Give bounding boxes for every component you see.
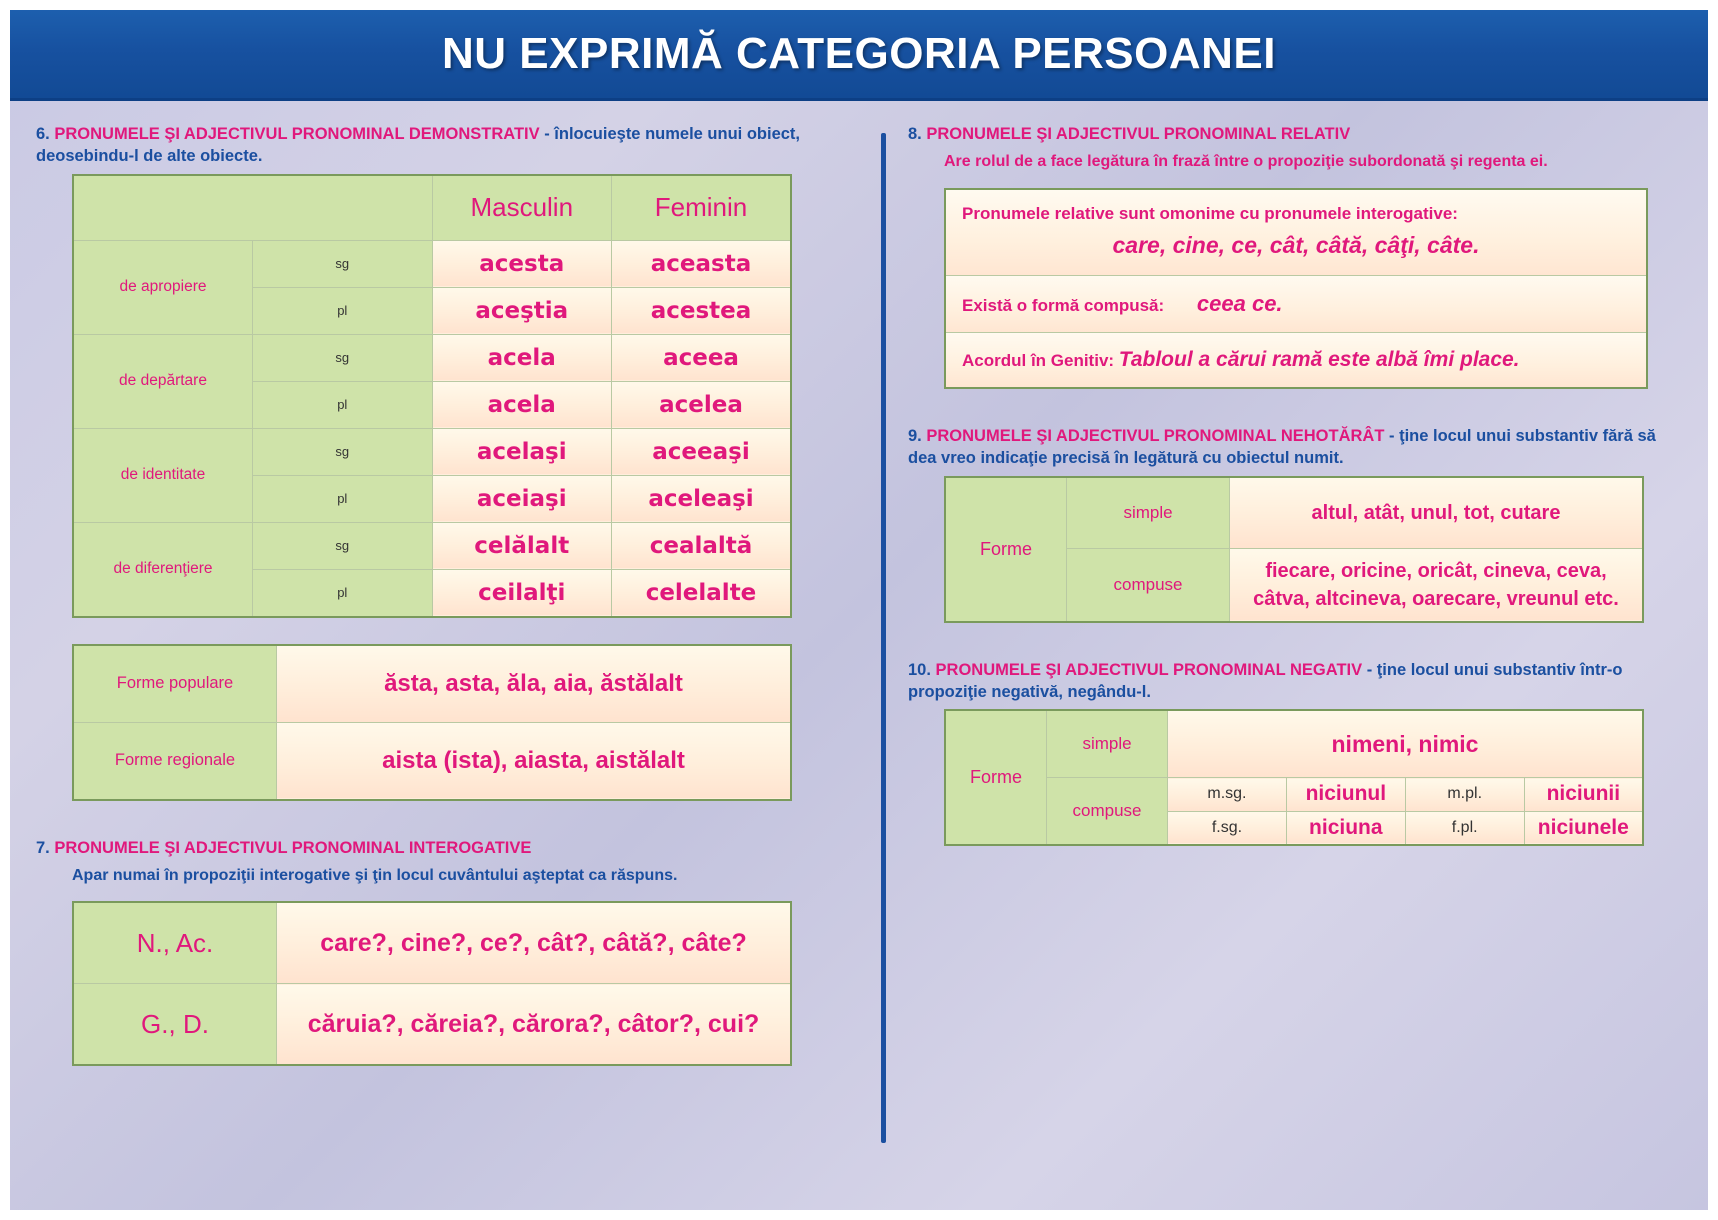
cell-m-pl: acela — [432, 381, 612, 428]
label-genitiv-dativ: G., D. — [73, 984, 277, 1066]
cell-f-pl: celelalte — [612, 569, 792, 617]
column-divider — [881, 133, 886, 1143]
number-pl: pl — [253, 475, 433, 522]
section-7-desc: Apar numai în propoziţii interogative şi ţin locul cuvântului aşteptat ca răspuns. — [72, 866, 678, 884]
section-10-number: 10. — [908, 660, 931, 679]
value-niciunul: niciunul — [1286, 778, 1405, 811]
relative-compusa-value: ceea ce. — [1196, 290, 1283, 316]
relative-genitiv-text: Acordul în Genitiv: — [962, 350, 1115, 370]
number-pl: pl — [253, 569, 433, 617]
section-8-title: PRONUMELE ŞI ADJECTIVUL PRONOMINAL RELATIV — [926, 125, 1351, 143]
interogative-table — [72, 901, 792, 1066]
section-9-desc: - ţine locul unui substantiv fără să dea vreo indicaţie precisă în legătură cu obiectul numit. — [908, 426, 1656, 468]
relative-pronouns-box — [944, 188, 1648, 389]
section-8-desc: Are rolul de a face legătura în frază între o propoziţie subordonată şi regenta ei. — [944, 153, 1548, 171]
label-forme-regionale: Forme regionale — [73, 722, 277, 800]
table-row — [73, 984, 791, 1066]
value-forme-populare: ăsta, asta, ăla, aia, ăstălalt — [277, 645, 792, 723]
section-8-number: 8. — [908, 125, 922, 143]
abbr-m-pl: m.pl. — [1405, 778, 1524, 811]
cell-m-sg: celălalt — [432, 522, 612, 569]
section-9-number: 9. — [908, 426, 922, 445]
value-forme-regionale: aista (ista), aiasta, aistălalt — [277, 722, 792, 800]
section-8-heading — [908, 123, 1682, 145]
label-forme-nehotarat: Forme — [945, 477, 1067, 622]
table-row — [73, 902, 791, 984]
table-row — [73, 722, 791, 800]
relative-row-genitiv — [946, 333, 1646, 387]
value-niciuna: niciuna — [1286, 811, 1405, 845]
cell-f-sg: aceasta — [612, 240, 792, 287]
table-row — [73, 645, 791, 723]
cell-f-pl: aceleaşi — [612, 475, 792, 522]
cell-f-sg: cealaltă — [612, 522, 792, 569]
table-row — [73, 522, 791, 569]
corner-cell — [73, 175, 432, 241]
poster-header — [10, 10, 1708, 101]
cell-m-pl: aceiaşi — [432, 475, 612, 522]
relative-row-omonime — [946, 190, 1646, 276]
table-row — [73, 428, 791, 475]
value-genitiv-dativ: căruia?, căreia?, cărora?, câtor?, cui? — [277, 984, 792, 1066]
forme-populare-table — [72, 644, 792, 801]
section-7-heading — [36, 837, 859, 859]
cell-m-pl: ceilalţi — [432, 569, 612, 617]
table-row — [945, 710, 1643, 778]
abbr-f-pl: f.pl. — [1405, 811, 1524, 845]
table-row — [73, 334, 791, 381]
negativ-table — [944, 709, 1644, 846]
table-row — [945, 778, 1643, 811]
label-simple-negativ: simple — [1047, 710, 1168, 778]
value-niciunele: niciunele — [1524, 811, 1643, 845]
cell-f-sg: aceeaşi — [612, 428, 792, 475]
cell-f-sg: aceea — [612, 334, 792, 381]
column-header-feminin: Feminin — [612, 175, 792, 241]
relative-genitiv-example: Tabloul a cărui ramă este albă îmi place. — [1118, 347, 1520, 371]
label-nominativ-acuzativ: N., Ac. — [73, 902, 277, 984]
cell-m-sg: acela — [432, 334, 612, 381]
number-sg: sg — [253, 240, 433, 287]
value-niciunii: niciunii — [1524, 778, 1643, 811]
poster-content — [10, 101, 1708, 1213]
abbr-m-sg: m.sg. — [1168, 778, 1287, 811]
table-header-row — [73, 175, 791, 241]
label-compuse-negativ: compuse — [1047, 778, 1168, 846]
value-simple-nehotarat: altul, atât, unul, tot, cutare — [1230, 477, 1644, 549]
relative-omonime-text: Pronumele relative sunt omonime cu pronumele interogative: — [962, 203, 1458, 223]
section-6-heading — [36, 123, 859, 168]
cell-f-pl: acestea — [612, 287, 792, 334]
row-label-diferentiere: de diferenţiere — [73, 522, 253, 617]
number-sg: sg — [253, 334, 433, 381]
label-compuse-nehotarat: compuse — [1067, 548, 1230, 622]
cell-m-sg: acesta — [432, 240, 612, 287]
section-9-heading — [908, 425, 1682, 470]
relative-compusa-text: Există o formă compusă: — [962, 295, 1165, 315]
number-sg: sg — [253, 522, 433, 569]
relative-omonime-list: care, cine, ce, cât, câtă, câţi, câte. — [1112, 232, 1480, 259]
section-6-number: 6. — [36, 125, 50, 143]
cell-m-sg: acelaşi — [432, 428, 612, 475]
value-compuse-nehotarat: fiecare, oricine, oricât, cineva, ceva, câtva, altcineva, oarecare, vreunul etc. — [1230, 548, 1644, 622]
nehotarat-table — [944, 476, 1644, 623]
section-10-heading — [908, 659, 1682, 704]
number-pl: pl — [253, 381, 433, 428]
section-6-title: PRONUMELE ŞI ADJECTIVUL PRONOMINAL DEMONSTRATIV — [54, 125, 540, 143]
right-column — [902, 123, 1682, 1203]
column-header-masculin: Masculin — [432, 175, 612, 241]
row-label-identitate: de identitate — [73, 428, 253, 522]
abbr-f-sg: f.sg. — [1168, 811, 1287, 845]
label-simple-nehotarat: simple — [1067, 477, 1230, 549]
table-row — [73, 240, 791, 287]
section-7-number: 7. — [36, 838, 50, 857]
section-7-title: PRONUMELE ŞI ADJECTIVUL PRONOMINAL INTEROGATIVE — [54, 838, 532, 857]
cell-m-pl: aceştia — [432, 287, 612, 334]
label-forme-populare: Forme populare — [73, 645, 277, 723]
value-simple-negativ: nimeni, nimic — [1168, 710, 1644, 778]
section-9-title: PRONUMELE ŞI ADJECTIVUL PRONOMINAL NEHOTĂRÂT — [926, 426, 1385, 445]
number-pl: pl — [253, 287, 433, 334]
section-10-title: PRONUMELE ŞI ADJECTIVUL PRONOMINAL NEGATIV — [935, 660, 1363, 679]
table-row — [945, 477, 1643, 549]
cell-f-pl: acelea — [612, 381, 792, 428]
demonstrative-table — [72, 174, 792, 618]
row-label-departare: de depărtare — [73, 334, 253, 428]
value-nominativ-acuzativ: care?, cine?, ce?, cât?, câtă?, câte? — [277, 902, 792, 984]
number-sg: sg — [253, 428, 433, 475]
row-label-apropiere: de apropiere — [73, 240, 253, 334]
section-10-desc: - ţine locul unui substantiv într-o propoziţie negativă, negându-l. — [908, 660, 1623, 701]
page-title: NU EXPRIMĂ CATEGORIA PERSOANEI — [442, 29, 1276, 78]
relative-row-compusa — [946, 276, 1646, 333]
label-forme-negativ: Forme — [945, 710, 1047, 845]
left-column — [36, 123, 881, 1203]
section-6-desc: - înlocuieşte numele unui obiect, deosebindu-l de alte obiecte. — [36, 125, 801, 166]
